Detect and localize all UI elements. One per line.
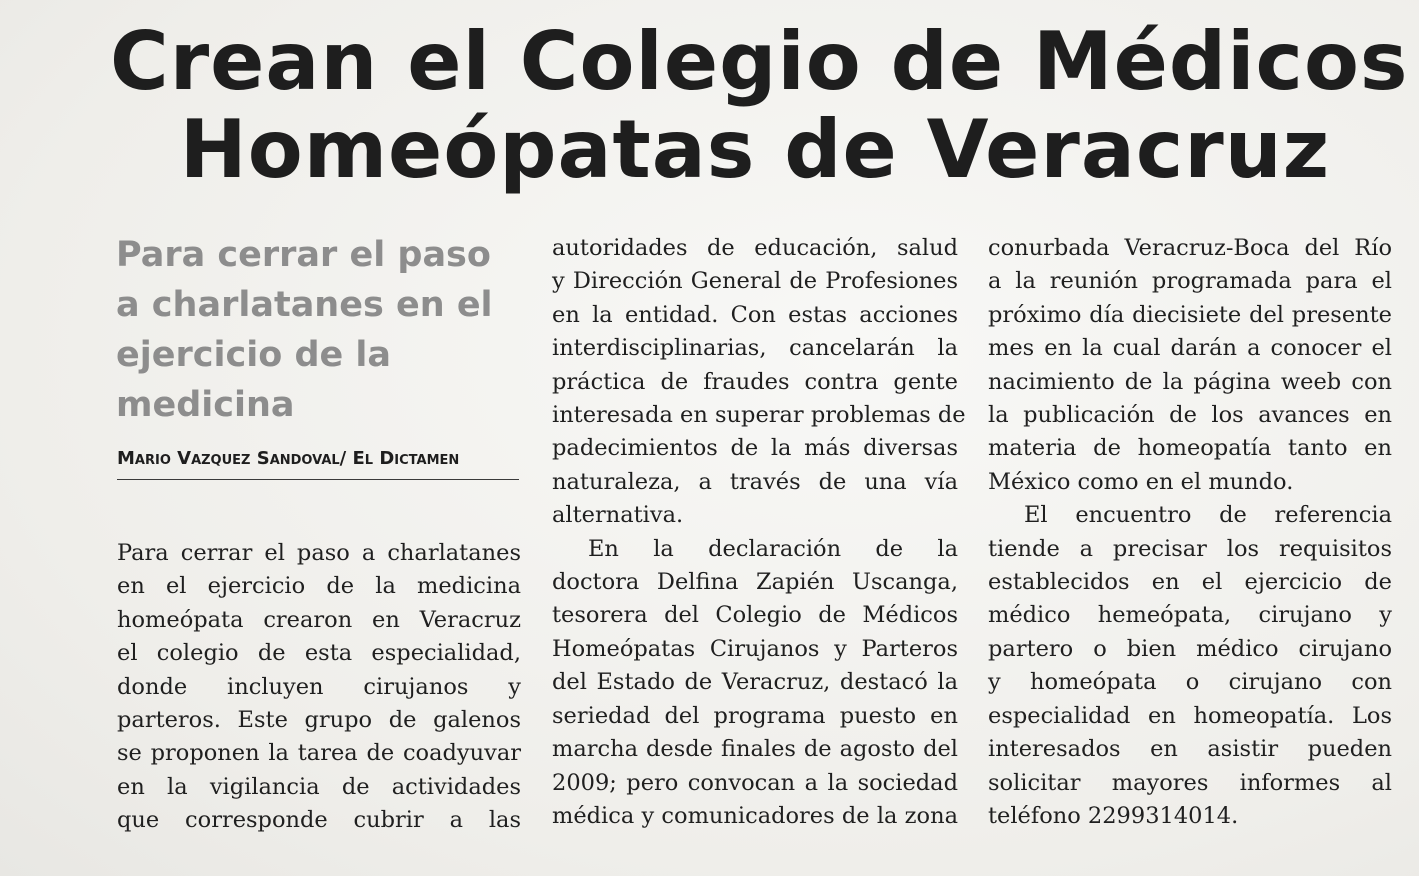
column-1-line: donde incluyen cirujanos y	[117, 673, 521, 700]
column-2-line: marcha desde finales de agosto del	[552, 736, 958, 763]
column-2-line: del Estado de Veracruz, destacó la	[552, 669, 958, 696]
column-2-line: 2009; pero convocan a la sociedad	[552, 769, 958, 796]
headline-line-2: Homeópatas de Veracruz	[179, 103, 1331, 196]
column-1-line: se proponen la tarea de coadyuvar	[117, 740, 521, 767]
column-3-line: partero o bien médico cirujano	[988, 635, 1392, 662]
column-1	[117, 537, 521, 838]
column-1-line: homeópata crearon en Veracruz	[117, 606, 521, 633]
column-2-line: naturaleza, a través de una vía	[552, 468, 958, 495]
column-2-line: En la declaración de la	[588, 535, 958, 562]
column-2-line: Homeópatas Cirujanos y Parteros	[552, 635, 958, 662]
column-1-line: el colegio de esta especialidad,	[117, 640, 521, 667]
column-2-line: y Dirección General de Profesiones	[552, 268, 958, 295]
column-3-line: establecidos en el ejercicio de	[988, 569, 1392, 596]
column-1-line: en la vigilancia de actividades	[117, 773, 521, 800]
headline-line-1: Crean el Colegio de Médicos	[110, 15, 1409, 108]
column-3-line: México como en el mundo.	[988, 468, 1294, 495]
column-2-line: tesorera del Colegio de Médicos	[552, 602, 958, 629]
column-3	[988, 232, 1392, 833]
deck-subheadline: Para cerrar el paso a charlatanes en el ejercicio de la medicina	[116, 235, 493, 425]
column-3-line: interesados en asistir pueden	[988, 736, 1392, 763]
column-3-line: tiende a precisar los requisitos	[988, 535, 1392, 562]
column-1-line: parteros. Este grupo de galenos	[117, 707, 521, 734]
column-2-line: padecimientos de la más diversas	[552, 435, 958, 462]
column-3-line: nacimiento de la página weeb con	[988, 368, 1392, 395]
column-2-line: interdisciplinarias, cancelarán la	[552, 335, 958, 362]
column-2-line: práctica de fraudes contra gente	[552, 368, 958, 395]
column-3-line: mes en la cual darán a conocer el	[988, 335, 1392, 362]
column-2-line: seriedad del programa puesto en	[552, 702, 958, 729]
column-2-line: autoridades de educación, salud	[552, 235, 958, 261]
column-1-line: Para cerrar el paso a charlatanes	[117, 540, 521, 566]
headline	[110, 15, 1409, 196]
column-1-line: que corresponde cubrir a las	[117, 807, 521, 834]
column-3-line: especialidad en homeopatía. Los	[988, 702, 1392, 729]
column-1-line: en el ejercicio de la medicina	[117, 573, 521, 600]
column-2-line: alternativa.	[552, 502, 684, 529]
column-3-line: teléfono 2299314014.	[988, 802, 1239, 829]
column-2-line: doctora Delfina Zapién Uscanga,	[552, 569, 958, 596]
byline: Mario Vazquez Sandoval/ El Dictamen	[117, 444, 519, 480]
column-3-line: la publicación de los avances en	[988, 402, 1392, 429]
column-2	[552, 232, 966, 833]
column-3-line: El encuentro de referencia	[1024, 502, 1392, 529]
column-2-line: interesada en superar problemas de	[552, 402, 966, 429]
column-2-line: en la entidad. Con estas acciones	[552, 301, 958, 328]
column-3-line: próximo día diecisiete del presente	[988, 301, 1392, 328]
column-3-line: conurbada Veracruz-Boca del Río	[988, 235, 1392, 261]
column-2-line: médica y comunicadores de la zona	[552, 802, 958, 829]
column-3-line: materia de homeopatía tanto en	[988, 435, 1392, 462]
column-3-line: a la reunión programada para el	[988, 268, 1392, 295]
column-3-line: y homeópata o cirujano con	[988, 669, 1392, 696]
column-3-line: solicitar mayores informes al	[988, 769, 1392, 796]
column-3-line: médico hemeópata, cirujano y	[988, 602, 1392, 629]
